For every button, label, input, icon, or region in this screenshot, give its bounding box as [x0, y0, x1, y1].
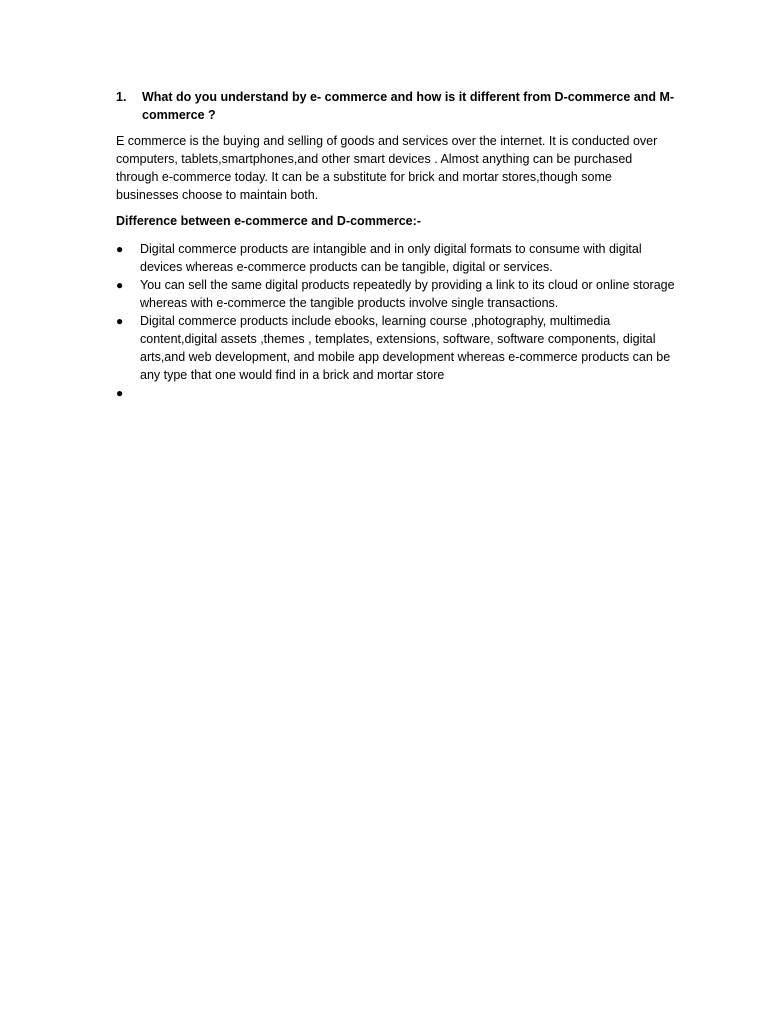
bullet-text: You can sell the same digital products repeatedly by providing a link to its cloud or online storage whereas with e-commerce the tangible products involve single transactions.	[140, 278, 675, 310]
difference-subheading: Difference between e-commerce and D-commerce:-	[116, 214, 421, 228]
list-item	[116, 240, 676, 276]
list-item	[116, 312, 676, 384]
answer-paragraph: E commerce is the buying and selling of goods and services over the internet. It is conducted over computers, tablets,smartphones,and other smart devices . Almost anything can be purchased through e-commerce today. It can be a substitute for brick and mortar stores,though some businesses choose to maintain both.	[116, 134, 658, 202]
bullet-icon: ●	[116, 242, 124, 256]
question-heading	[116, 88, 676, 124]
list-item	[116, 276, 676, 312]
list-item	[116, 384, 676, 402]
bullet-icon: ●	[116, 278, 124, 292]
question-text: What do you understand by e- commerce and how is it different from D-commerce and M-commerce ?	[142, 90, 675, 122]
difference-bullet-list	[116, 240, 676, 402]
bullet-text: Digital commerce products include ebooks, learning course ,photography, multimedia content,digital assets ,themes , templates, extensions, software, software components, digital arts,and web development, and mobile app development whereas e-commerce products can be any type that one would find in a brick and mortar store	[140, 314, 671, 382]
bullet-text	[140, 384, 676, 402]
question-number: 1.	[116, 90, 127, 104]
bullet-icon: ●	[116, 386, 124, 400]
bullet-text: Digital commerce products are intangible and in only digital formats to consume with digital devices whereas e-commerce products can be tangible, digital or services.	[140, 242, 642, 274]
bullet-icon: ●	[116, 314, 124, 328]
